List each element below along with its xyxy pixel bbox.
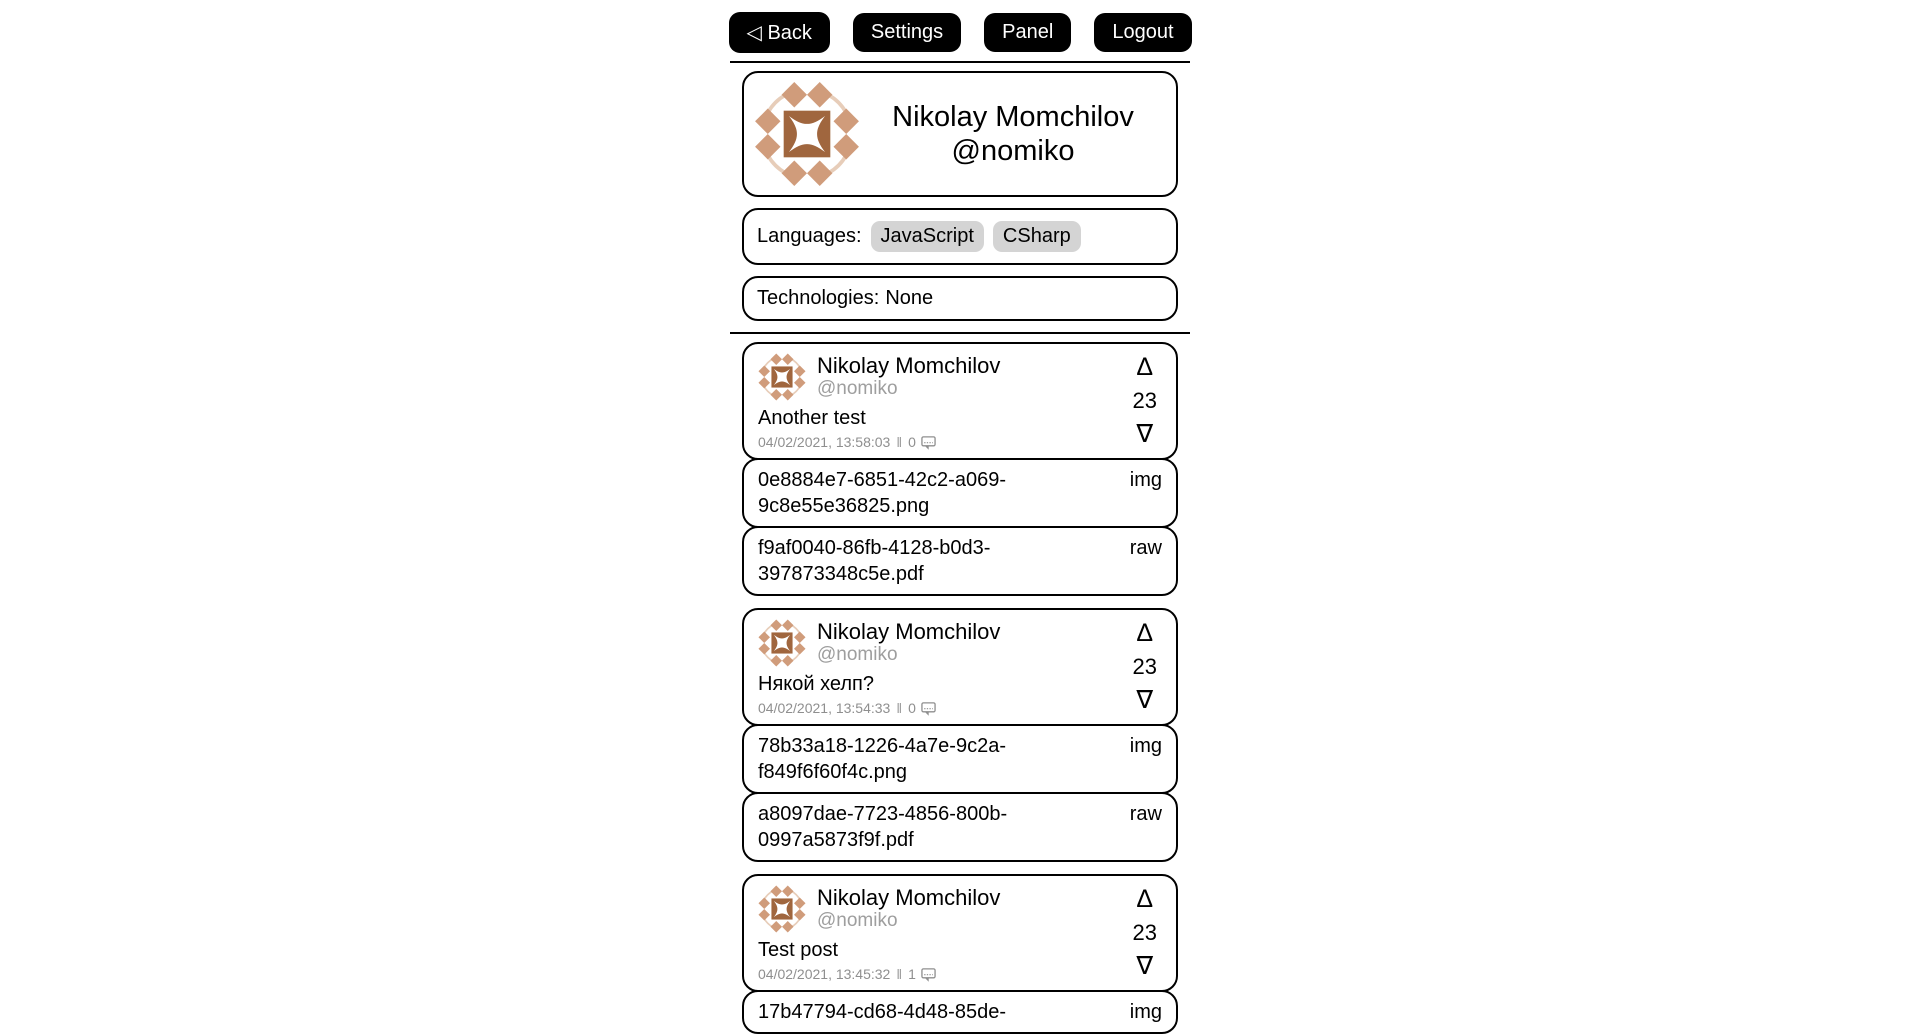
meta-separator: ‖: [896, 434, 903, 451]
comments-icon: [921, 967, 936, 982]
vote-column: [1133, 355, 1157, 447]
downvote-button[interactable]: ∇: [1136, 952, 1154, 981]
post-meta: [758, 434, 1162, 450]
attachment-row[interactable]: [742, 990, 1178, 1034]
post-title: Test post: [758, 939, 839, 962]
profile-names: [860, 100, 1166, 168]
panel-button[interactable]: Panel: [984, 13, 1071, 52]
post-title: Някой хелп?: [758, 673, 874, 696]
post-author-handle: @nomiko: [817, 378, 898, 400]
post-card[interactable]: [742, 342, 1178, 460]
top-divider: [730, 61, 1190, 63]
comment-count: 1: [908, 966, 916, 983]
attachment-filename: f9af0040-86fb-4128-b0d3-397873348c5e.pdf: [758, 537, 991, 586]
post-author-name: Nikolay Momchilov: [817, 353, 1001, 378]
upvote-button[interactable]: Δ: [1136, 885, 1154, 914]
vote-count: 23: [1132, 388, 1157, 414]
post-author-handle: @nomiko: [817, 910, 898, 932]
attachment-type-label: img: [1129, 469, 1162, 492]
post-author-name: Nikolay Momchilov: [817, 619, 1001, 645]
post-author: [817, 619, 1000, 667]
comment-count: 0: [908, 434, 916, 451]
post: [734, 874, 1186, 1034]
post-avatar: [758, 353, 806, 401]
post-header: [758, 619, 1162, 667]
profile-card: [742, 71, 1178, 197]
technologies-value: None: [885, 287, 934, 309]
attachment-type-label: raw: [1129, 803, 1162, 826]
languages-card: [742, 208, 1178, 265]
top-nav: [734, 12, 1186, 53]
profile-handle: @nomiko: [951, 135, 1075, 167]
attachment-type-label: raw: [1129, 537, 1162, 560]
comments-icon: [921, 701, 936, 716]
post-avatar: [758, 885, 806, 933]
profile-name: Nikolay Momchilov: [892, 100, 1134, 133]
comment-count: 0: [908, 700, 916, 717]
post-card[interactable]: [742, 608, 1178, 726]
attachment-row[interactable]: [742, 526, 1178, 596]
attachment-filename: 0e8884e7-6851-42c2-a069-9c8e55e36825.png: [758, 469, 1006, 518]
vote-count: 23: [1132, 654, 1157, 680]
languages-label: Languages:: [757, 225, 862, 247]
post-header: [758, 885, 1162, 933]
comments-icon: [921, 435, 936, 450]
attachment-row[interactable]: [742, 724, 1178, 794]
vote-column: [1133, 887, 1157, 979]
language-badge-csharp: CSharp: [993, 221, 1081, 252]
post-author: [817, 885, 1000, 933]
page: [734, 0, 1186, 1034]
post-header: [758, 353, 1162, 401]
post-card[interactable]: [742, 874, 1178, 992]
vote-count: 23: [1132, 920, 1157, 946]
meta-separator: ‖: [896, 700, 903, 717]
technologies-card: [742, 276, 1178, 321]
post-author: [817, 353, 1000, 401]
post-author-name: Nikolay Momchilov: [817, 885, 1001, 911]
profile-avatar: [754, 81, 860, 187]
upvote-button[interactable]: Δ: [1136, 619, 1154, 648]
downvote-button[interactable]: ∇: [1136, 420, 1154, 449]
post-avatar: [758, 619, 806, 667]
post-timestamp: 04/02/2021, 13:54:33: [758, 700, 891, 717]
attachment-row[interactable]: [742, 792, 1178, 862]
post-timestamp: 04/02/2021, 13:58:03: [758, 434, 891, 451]
post-meta: [758, 966, 1162, 982]
attachment-type-label: img: [1129, 735, 1162, 758]
attachment-filename: 17b47794-cd68-4d48-85de-: [758, 1001, 1006, 1024]
logout-button[interactable]: Logout: [1094, 13, 1191, 52]
technologies-label: Technologies:: [757, 287, 880, 309]
feed-divider: [730, 332, 1190, 334]
post: [734, 342, 1186, 596]
post-timestamp: 04/02/2021, 13:45:32: [758, 966, 891, 983]
language-badge-javascript: JavaScript: [871, 221, 984, 252]
attachment-filename: 78b33a18-1226-4a7e-9c2a-f849f6f60f4c.png: [758, 735, 1006, 784]
meta-separator: ‖: [896, 966, 903, 983]
downvote-button[interactable]: ∇: [1136, 686, 1154, 715]
post: [734, 608, 1186, 862]
upvote-button[interactable]: Δ: [1136, 353, 1154, 381]
back-button[interactable]: ◁ Back: [729, 12, 830, 53]
post-meta: [758, 700, 1162, 716]
attachment-type-label: img: [1129, 1001, 1162, 1024]
attachment-row[interactable]: [742, 458, 1178, 528]
post-author-handle: @nomiko: [817, 644, 898, 666]
attachment-filename: a8097dae-7723-4856-800b-0997a5873f9f.pdf: [758, 803, 1008, 852]
vote-column: [1133, 621, 1157, 713]
settings-button[interactable]: Settings: [853, 13, 961, 52]
post-title: Another test: [758, 407, 866, 430]
